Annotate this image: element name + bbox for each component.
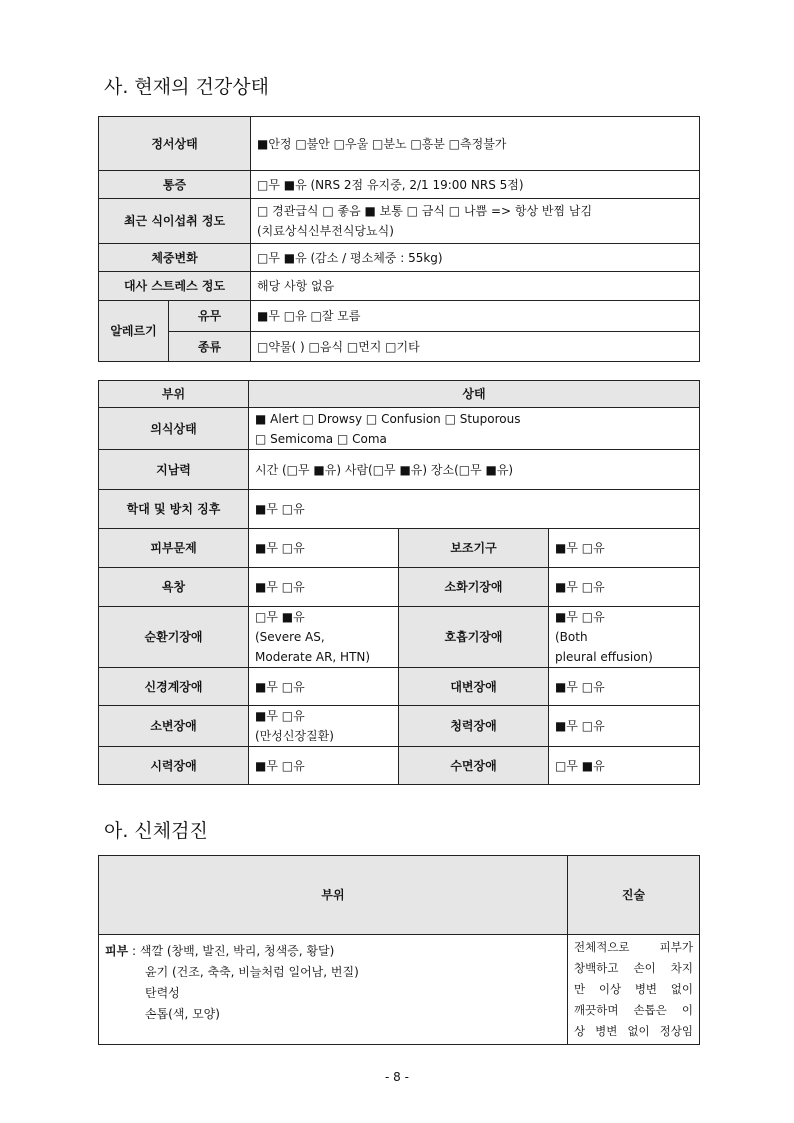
bowel-label: 대변장애: [399, 668, 549, 706]
urinary-value: [249, 706, 399, 747]
pain-value: □무 ■유 (NRS 2점 유지중, 2/1 19:00 NRS 5점): [251, 171, 700, 199]
pressure-sore-value: ■무 □유: [249, 568, 399, 607]
note-line-2: 창백하고 손이 차지: [574, 961, 693, 975]
abuse-label: 학대 및 방치 징후: [99, 490, 249, 529]
pain-label: 통증: [99, 171, 251, 199]
bowel-value: ■무 □유: [549, 668, 700, 706]
skin-exam-items: [99, 935, 568, 1045]
intake-label: 최근 식이섭취 정도: [99, 199, 251, 244]
consciousness-line-1: ■ Alert □ Drowsy □ Confusion □ Stuporous: [255, 411, 521, 426]
emotion-label: 정서상태: [99, 117, 251, 171]
respiratory-line-1: ■무 □유: [555, 610, 605, 624]
section-title-physical-exam: 아. 신체검진: [104, 820, 208, 842]
vision-label: 시력장애: [99, 747, 249, 785]
hearing-label: 청력장애: [399, 706, 549, 747]
urinary-line-2: (만성신장질환): [255, 729, 334, 743]
neuro-value: ■무 □유: [249, 668, 399, 706]
header-state: 상태: [249, 381, 700, 408]
urinary-label: 소변장애: [99, 706, 249, 747]
allergy-presence-label: 유무: [169, 301, 251, 332]
body-status-table: [98, 380, 700, 785]
orientation-value: 시간 (□무 ■유) 사람(□무 ■유) 장소(□무 ■유): [249, 450, 700, 490]
respiratory-value: [549, 607, 700, 668]
note-line-1: 전체적으로 피부가: [574, 940, 693, 954]
digestive-value: ■무 □유: [549, 568, 700, 607]
page-number: - 8 -: [385, 1070, 409, 1084]
orientation-label: 지남력: [99, 450, 249, 490]
circulatory-line-1: □무 ■유: [255, 610, 305, 624]
health-status-table: [98, 116, 700, 362]
neuro-label: 신경계장애: [99, 668, 249, 706]
sleep-value: □무 ■유: [549, 747, 700, 785]
abuse-value: ■무 □유: [249, 490, 700, 529]
stress-label: 대사 스트레스 정도: [99, 272, 251, 301]
skin-color-item: : 색깔 (창백, 발진, 박리, 청색증, 황달): [128, 944, 335, 958]
skin-label: 피부: [105, 944, 129, 958]
exam-header-note: 진술: [568, 856, 700, 935]
hearing-value: ■무 □유: [549, 706, 700, 747]
intake-value: [251, 199, 700, 244]
pressure-sore-label: 욕창: [99, 568, 249, 607]
skin-problem-label: 피부문제: [99, 529, 249, 568]
exam-header-part: 부위: [99, 856, 568, 935]
skin-exam-note: [568, 935, 700, 1045]
assist-device-value: ■무 □유: [549, 529, 700, 568]
skin-moisture-item: 윤기 (건조, 축축, 비늘처럼 일어남, 번질): [145, 965, 359, 979]
consciousness-label: 의식상태: [99, 408, 249, 450]
circulatory-value: [249, 607, 399, 668]
digestive-label: 소화기장애: [399, 568, 549, 607]
circulatory-line-2: (Severe AS,: [255, 630, 325, 644]
respiratory-line-3: pleural effusion): [555, 650, 653, 664]
vision-value: ■무 □유: [249, 747, 399, 785]
allergy-label: 알레르기: [99, 301, 169, 362]
note-line-5: 상 병변 없이 정상임: [574, 1024, 693, 1038]
respiratory-label: 호흡기장애: [399, 607, 549, 668]
intake-line-1: □ 경관급식 □ 좋음 ■ 보통 □ 금식 □ 나쁨 => 항상 반찜 남김: [257, 204, 593, 218]
allergy-presence-value: ■무 □유 □잘 모름: [251, 301, 700, 332]
consciousness-line-2: □ Semicoma □ Coma: [255, 431, 387, 446]
skin-problem-value: ■무 □유: [249, 529, 399, 568]
assist-device-label: 보조기구: [399, 529, 549, 568]
urinary-line-1: ■무 □유: [255, 709, 305, 723]
skin-nail-item: 손톱(색, 모양): [145, 1007, 220, 1021]
circulatory-line-3: Moderate AR, HTN): [255, 650, 371, 664]
allergy-type-label: 종류: [169, 332, 251, 362]
emotion-value: ■안정 □불안 □우울 □분노 □흥분 □측정불가: [251, 117, 700, 171]
circulatory-label: 순환기장애: [99, 607, 249, 668]
weight-label: 체중변화: [99, 244, 251, 272]
header-part: 부위: [99, 381, 249, 408]
skin-elasticity-item: 탄력성: [145, 986, 180, 1000]
section-title-health: 사. 현재의 건강상태: [104, 76, 269, 98]
weight-value: □무 ■유 (감소 / 평소체중 : 55kg): [251, 244, 700, 272]
sleep-label: 수면장애: [399, 747, 549, 785]
note-line-4: 깨끗하며 손톱은 이: [574, 1003, 693, 1017]
respiratory-line-2: (Both: [555, 630, 588, 644]
allergy-type-value: □약물( ) □음식 □먼지 □기타: [251, 332, 700, 362]
physical-exam-table: [98, 855, 700, 1045]
intake-line-2: (치료상식신부전식당뇨식): [257, 224, 394, 238]
stress-value: 해당 사항 없음: [251, 272, 700, 301]
consciousness-value: [249, 408, 700, 450]
note-line-3: 만 이상 병변 없이: [574, 982, 693, 996]
